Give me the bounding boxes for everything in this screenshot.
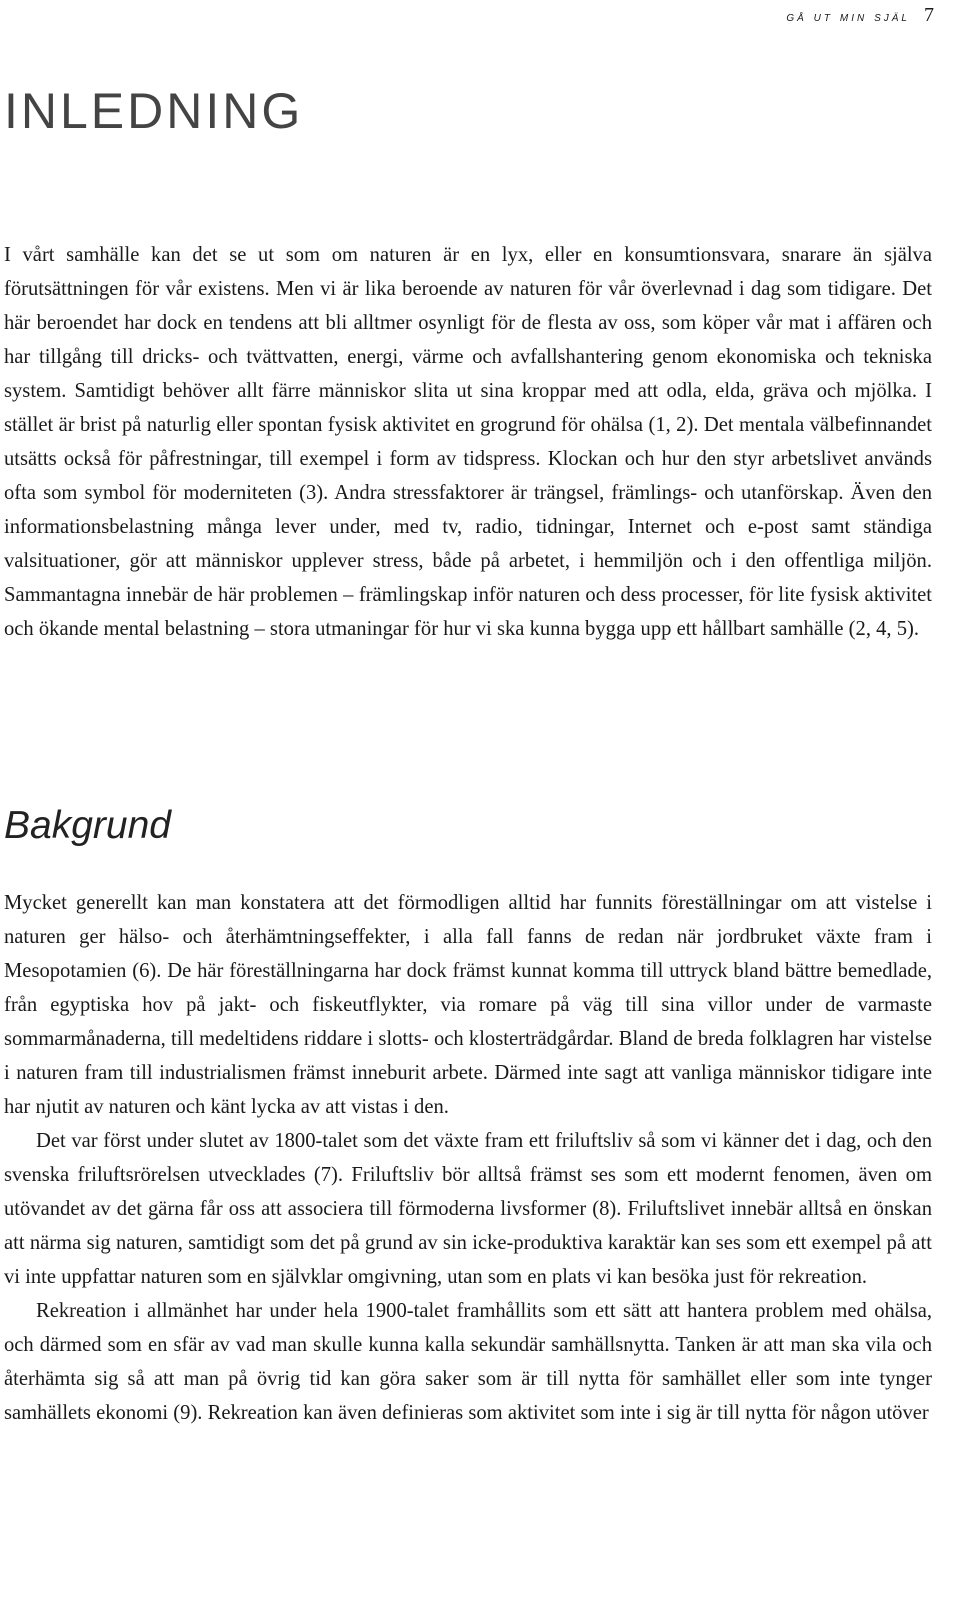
running-head	[786, 4, 934, 27]
section-title: Bakgrund	[4, 804, 171, 847]
intro-text	[4, 238, 932, 646]
section-paragraph-2: Det var först under slutet av 1800-talet som det växte fram ett friluftsliv så som vi känner det i dag, och den svenska friluftsrörelsen utvecklades (7). Friluftsliv bör alltså främst ses som ett modernt fenomen, även om utövandet av det gärna får oss att associera till förmoderna livsformer (8). Friluftslivet innebär alltså en önskan att närma sig naturen, samtidigt som det på grund av sin icke-produktiva karaktär kan ses som ett exempel på att vi inte uppfattar naturen som en självklar omgivning, utan som en plats vi kan besöka just för rekreation.	[4, 1130, 932, 1288]
running-head-title: gå ut min själ	[786, 8, 910, 24]
section-paragraph-3: Rekreation i allmänhet har under hela 1900-talet framhållits som ett sätt att hantera problem med ohälsa, och därmed som en sfär av vad man skulle kunna kalla sekundär samhällsnytta. Tanken är att man ska vila och återhämta sig så att man på övrig tid kan göra saker som är till nytta för samhället eller som inte tynger samhällets ekonomi (9). Rekreation kan även definieras som aktivitet som inte i sig är till nytta för någon utöver	[4, 1300, 932, 1424]
section-paragraph-1: Mycket generellt kan man konstatera att det förmodligen alltid har funnits föreställningar om att vistelse i naturen ger hälso- och återhämtningseffekter, i alla fall fanns de redan när jordbruket växte fram i Mesopotamien (6). De här föreställningarna har dock främst kunnat komma till uttryck bland bättre bemedlade, från egyptiska hov på jakt- och fiskeutflykter, via romare på väg till sina villor under de varmaste sommarmånaderna, till medeltidens riddare i slotts- och klosterträdgårdar. Bland de breda folklagren har vistelse i naturen fram till industrialismen främst inneburit arbete. Därmed inte sagt att vanliga människor tidigare inte har njutit av naturen och känt lycka av att vistas i den.	[4, 892, 932, 1118]
section-text	[4, 886, 932, 1430]
intro-paragraph: I vårt samhälle kan det se ut som om naturen är en lyx, eller en konsumtionsvara, snarare än själva förutsättningen för vår existens. Men vi är lika beroende av naturen för vår överlevnad i dag som tidigare. Det här beroendet har dock en tendens att bli alltmer osynligt för de flesta av oss, som köper vår mat i affären och har tillgång till dricks- och tvättvatten, energi, värme och avfallshantering genom ekonomiska och tekniska system. Samtidigt behöver allt färre människor slita ut sina kroppar med att odla, elda, gräva och mjölka. I stället är brist på naturlig eller spontan fysisk aktivitet en grogrund för ohälsa (1, 2). Det mentala välbefinnandet utsätts också för påfrestningar, till exempel i form av tidspress. Klockan och hur den styr arbetslivet används ofta som symbol för moderniteten (3). Andra stressfaktorer är trängsel, främlings- och utanförskap. Även den informationsbelastning många lever under, med tv, radio, tidningar, Internet och e-post samt ständiga valsituationer, gör att människor upplever stress, både på arbetet, i hemmiljön och i den offentliga miljön. Sammantagna innebär de här problemen – främlingskap inför naturen och dess processer, för lite fysisk aktivitet och ökande mental belastning – stora utmaningar för hur vi ska kunna bygga upp ett hållbart samhälle (2, 4, 5).	[4, 244, 932, 640]
page-number: 7	[924, 4, 934, 26]
chapter-title: INLEDNING	[4, 83, 304, 139]
